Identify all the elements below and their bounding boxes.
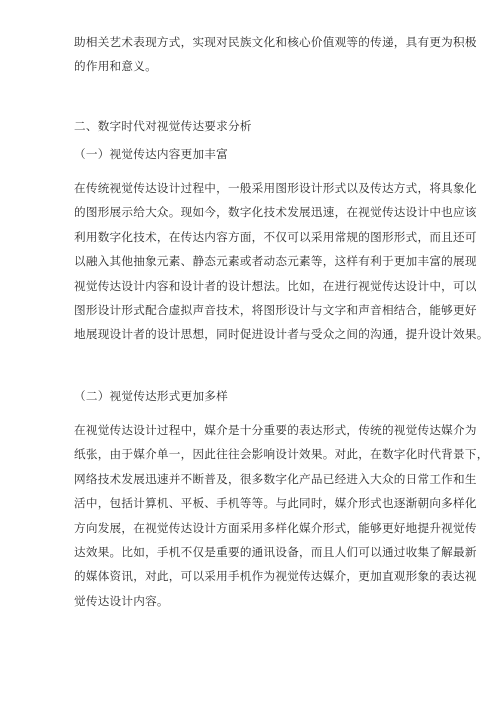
text-line: 网络技术发展迅速并不断普及，很多数字化产品已经进入大众的日常工作和生 bbox=[74, 471, 477, 486]
text-line: 方向发展，在视觉传达设计方面采用多样化媒介形式，能够更好地提升视觉传 bbox=[74, 520, 477, 535]
text-line: 的媒体资讯，对此，可以采用手机作为视觉传达媒介，更加直观形象的表达视 bbox=[74, 569, 477, 584]
text-line: 纸张，由于媒介单一，因此往往会影响设计效果。对此，在数字化时代背景下， bbox=[74, 447, 489, 462]
text-line: 以融入其他抽象元素、静态元素或者动态元素等，这样有利于更加丰富的展现 bbox=[74, 254, 477, 269]
text-line: 视觉传达设计内容和设计者的设计想法。比如，在进行视觉传达设计中，可以 bbox=[74, 278, 477, 293]
intro-paragraph bbox=[74, 30, 477, 79]
text-line: 助相关艺术表现方式，实现对民族文化和核心价值观等的传递，具有更为积极 bbox=[74, 35, 477, 49]
form-paragraph bbox=[74, 418, 489, 613]
text-line: 的作用和意义。 bbox=[74, 59, 157, 74]
text-line: 活中，包括计算机、平板、手机等等。与此同时，媒介形式也逐渐朝向多样化 bbox=[74, 496, 477, 511]
text-line: 在视觉传达设计过程中，媒介是十分重要的表达形式，传统的视觉传达媒介为 bbox=[74, 423, 477, 437]
subsection-title-content: （一）视觉传达内容更加丰富 bbox=[74, 147, 228, 161]
content-paragraph bbox=[74, 176, 489, 347]
subsection-title-form: （二）视觉传达形式更加多样 bbox=[74, 389, 228, 403]
section-title: 二、数字时代对视觉传达要求分析 bbox=[74, 119, 252, 133]
text-line: 利用数字化技术，在传达内容方面，不仅可以采用常规的图形形式，而且还可 bbox=[74, 229, 477, 244]
text-line: 达效果。比如，手机不仅是重要的通讯设备，而且人们可以通过收集了解最新 bbox=[74, 544, 477, 559]
text-line: 在传统视觉传达设计过程中，一般采用图形设计形式以及传达方式，将具象化 bbox=[74, 181, 477, 195]
text-line: 地展现设计者的设计思想，同时促进设计者与受众之间的沟通，提升设计效果。 bbox=[74, 327, 489, 342]
text-line: 图形设计形式配合虚拟声音技术，将图形设计与文字和声音相结合，能够更好 bbox=[74, 302, 477, 317]
text-line: 觉传达设计内容。 bbox=[74, 593, 169, 608]
text-line: 的图形展示给大众。现如今，数字化技术发展迅速，在视觉传达设计中也应该 bbox=[74, 205, 477, 220]
